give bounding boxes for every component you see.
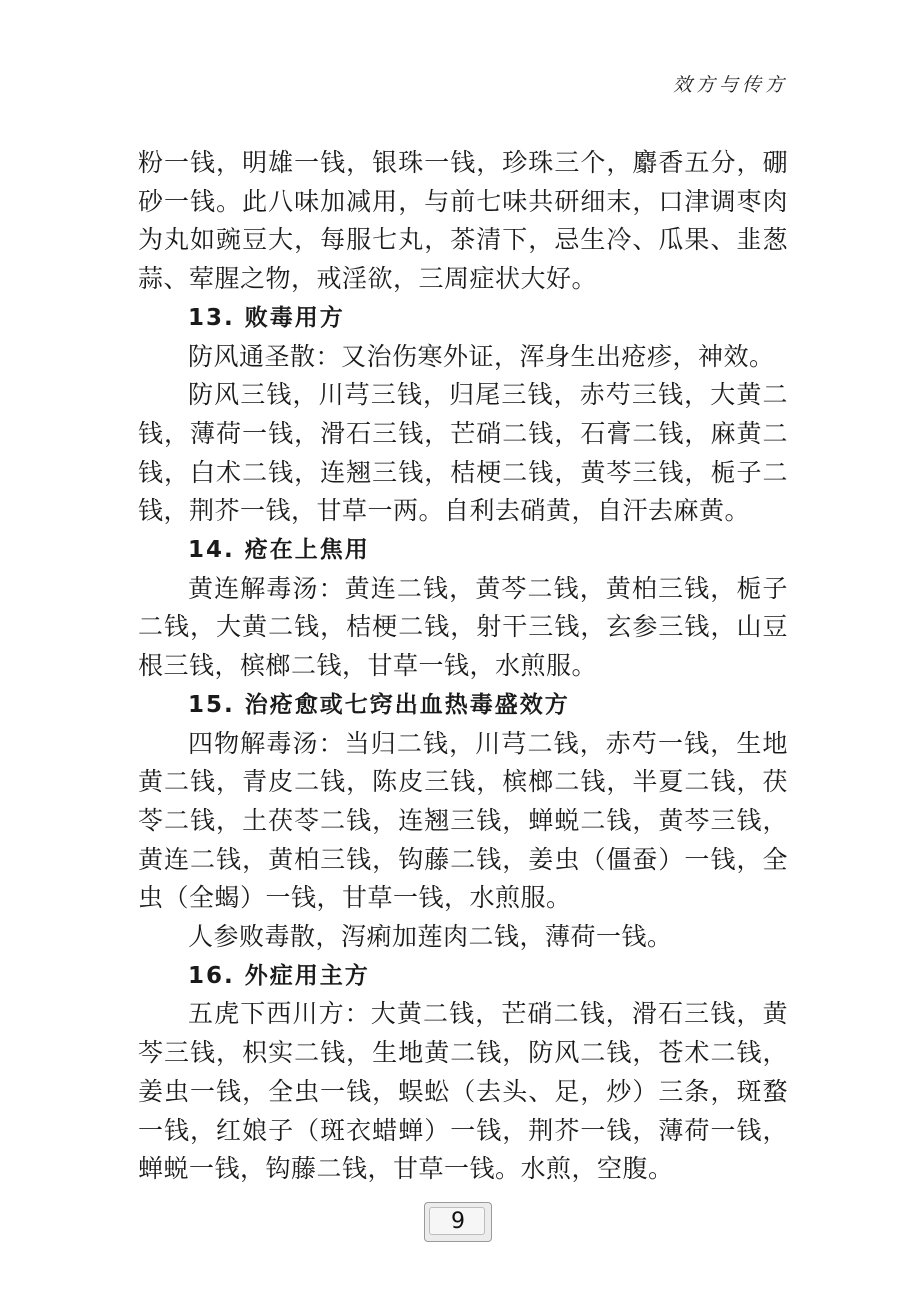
paragraph-formula: 五虎下西川方：大黄二钱，芒硝二钱，滑石三钱，黄芩三钱，枳实二钱，生地黄二钱，防风二钱，苍术二钱，姜虫一钱，全虫一钱，蜈蚣（去头、足，炒）三条，斑蝥一钱，红娘子（斑衣蜡蝉）一钱，荆芥一钱，薄荷一钱，蝉蜕一钱，钩藤二钱，甘草一钱。水煎，空腹。	[138, 999, 788, 1184]
paragraph-formula: 四物解毒汤：当归二钱，川芎二钱，赤芍一钱，生地黄二钱，青皮二钱，陈皮三钱，槟榔二钱，半夏二钱，茯苓二钱，土茯苓二钱，连翘三钱，蝉蜕二钱，黄芩三钱，黄连二钱，黄柏三钱，钩藤二钱，姜虫（僵蚕）一钱，全虫（全蝎）一钱，甘草一钱，水煎服。	[138, 728, 788, 913]
paragraph-note: 人参败毒散，泻痢加莲肉二钱，薄荷一钱。	[188, 922, 673, 952]
page-number-badge	[424, 1202, 492, 1242]
section-heading-16: 16. 外症用主方	[188, 962, 370, 989]
body-text	[138, 144, 788, 1189]
section-heading-15: 15. 治疮愈或七窍出血热毒盛效方	[188, 691, 570, 718]
paragraph-ingredients: 防风三钱，川芎三钱，归尾三钱，赤芍三钱，大黄二钱，薄荷一钱，滑石三钱，芒硝二钱，石膏二钱，麻黄二钱，白术二钱，连翘三钱，桔梗二钱，黄芩三钱，栀子二钱，荆芥一钱，甘草一两。自利去硝黄，自汗去麻黄。	[138, 380, 788, 526]
paragraph-continued: 粉一钱，明雄一钱，银珠一钱，珍珠三个，麝香五分，硼砂一钱。此八味加减用，与前七味共研细末，口津调枣肉为丸如豌豆大，每服七丸，茶清下，忌生冷、瓜果、韭葱蒜、荤腥之物，戒淫欲，三周症状大好。	[138, 148, 788, 294]
section-heading-13: 13. 败毒用方	[188, 304, 345, 331]
paragraph-formula: 黄连解毒汤：黄连二钱，黄芩二钱，黄柏三钱，栀子二钱，大黄二钱，桔梗二钱，射干三钱，玄参三钱，山豆根三钱，槟榔二钱，甘草一钱，水煎服。	[138, 573, 788, 681]
section-heading-14: 14. 疮在上焦用	[188, 537, 370, 564]
paragraph-formula-name: 防风通圣散：又治伤寒外证，浑身生出疮疹，神效。	[188, 341, 775, 371]
page-number: 9	[451, 1209, 465, 1234]
running-head-title: 效方与传方	[672, 74, 788, 96]
